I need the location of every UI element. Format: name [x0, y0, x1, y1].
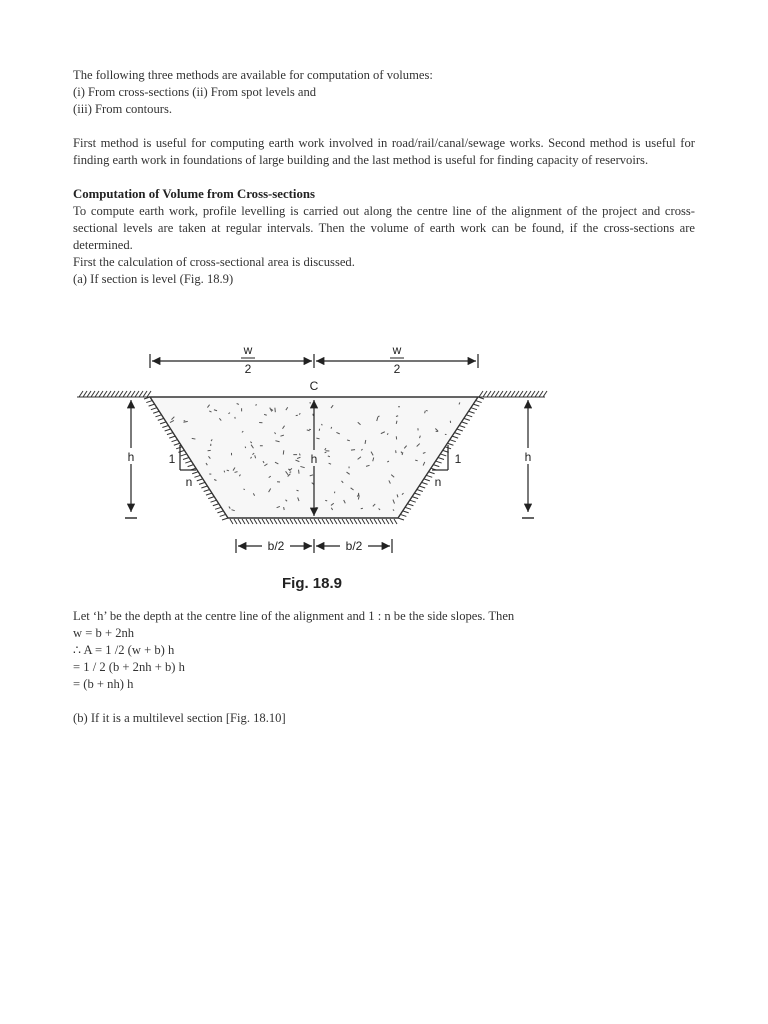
centre-label: C: [309, 379, 319, 393]
equation-4: = (b + nh) h: [73, 677, 134, 691]
intro-line-1: The following three methods are available for computation of volumes:: [73, 68, 433, 82]
w-denominator-right: 2: [393, 362, 401, 376]
top-width-dimension: [150, 354, 478, 368]
left-slope-vertical: 1: [168, 452, 176, 466]
derivation-intro: Let ‘h’ be the depth at the centre line of the alignment and 1 : n be the side slopes. Then: [73, 609, 515, 623]
methods-paragraph: First method is useful for computing earth work involved in road/rail/canal/sewage works. Second method is useful for finding earth work in foundations of large building and the last method is useful for finding capacity of reservoirs.: [73, 136, 695, 167]
section-paragraph: To compute earth work, profile levelling is carried out along the centre line of the alignment of the project and cross-sectional levels are taken at regular intervals. Then the volume of earth work can be found, if the cross-sections are determined.: [73, 204, 695, 252]
right-slope-vertical: 1: [454, 452, 462, 466]
right-depth-label: h: [524, 450, 532, 464]
base-width-dimension: [236, 539, 392, 553]
figure-18-9: [0, 340, 768, 600]
equation-2: ∴ A = 1 /2 (w + b) h: [73, 643, 175, 657]
equation-3: = 1 / 2 (b + 2nh + b) h: [73, 660, 185, 674]
cross-section-diagram: [0, 340, 768, 600]
figure-caption: Fig. 18.9: [281, 575, 343, 592]
section-heading: Computation of Volume from Cross-sections: [73, 187, 315, 201]
w-label-left: w: [243, 343, 253, 357]
half-base-left: b/2: [267, 539, 285, 553]
centre-depth-label: h: [310, 452, 318, 466]
equation-1: w = b + 2nh: [73, 626, 135, 640]
half-base-right: b/2: [345, 539, 363, 553]
left-depth-label: h: [127, 450, 135, 464]
right-slope-horizontal: n: [434, 475, 442, 489]
intro-line-3: (iii) From contours.: [73, 102, 172, 116]
case-b-line: (b) If it is a multilevel section [Fig. 18.10]: [73, 711, 286, 725]
text-block-top: [73, 67, 695, 288]
case-a-line: (a) If section is level (Fig. 18.9): [73, 272, 234, 286]
w-denominator-left: 2: [244, 362, 252, 376]
first-calculation-line: First the calculation of cross-sectional area is discussed.: [73, 255, 355, 269]
w-label-right: w: [392, 343, 402, 357]
intro-line-2: (i) From cross-sections (ii) From spot levels and: [73, 85, 317, 99]
text-block-bottom: [73, 608, 695, 727]
left-slope-horizontal: n: [185, 475, 193, 489]
